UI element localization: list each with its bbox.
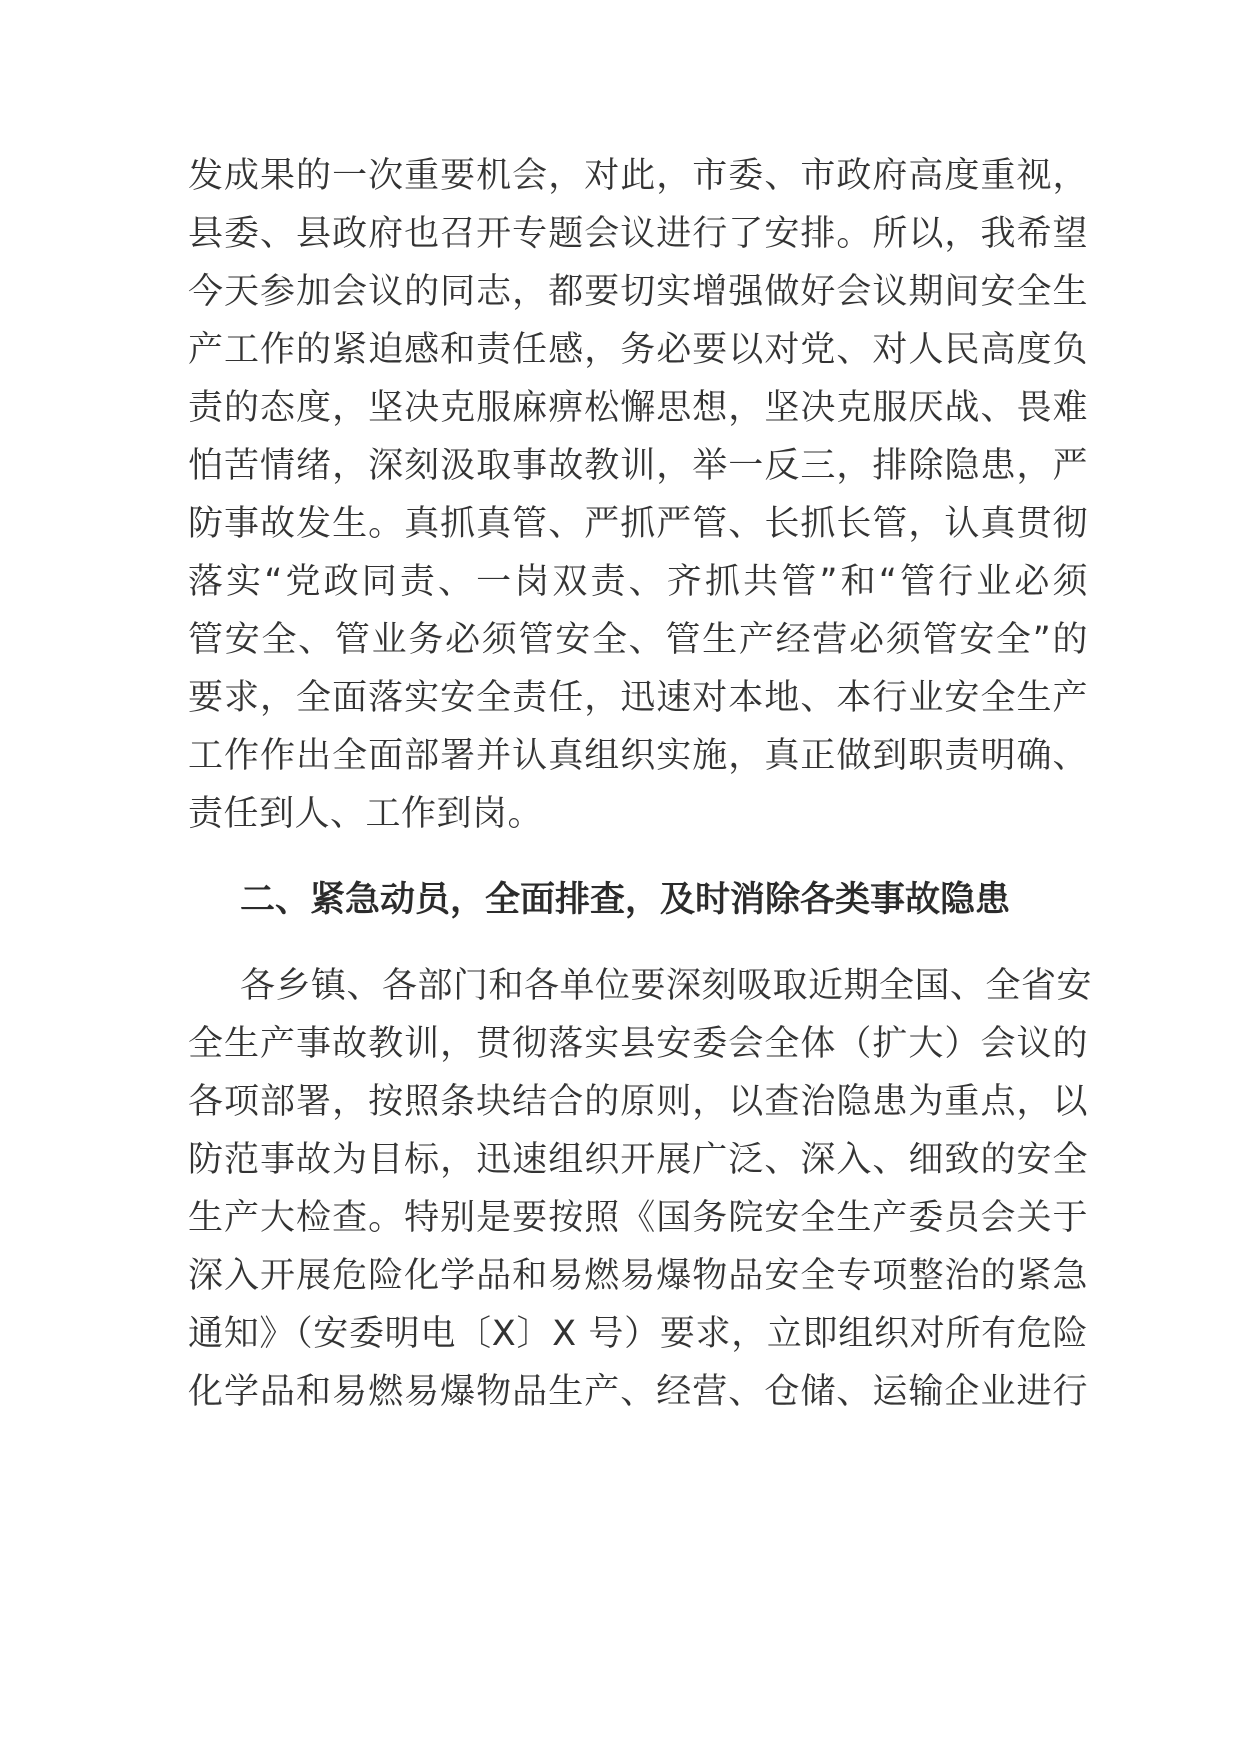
section-heading: 二、紧急动员，全面排查，及时消除各类事故隐患	[240, 880, 1011, 920]
paragraph-line: 发成果的一次重要机会，对此，市委、市政府高度重视，	[188, 156, 1088, 196]
paragraph-line: 落实“党政同责、一岗双责、齐抓共管”和“管行业必须	[188, 562, 1088, 602]
paragraph-line: 各乡镇、各部门和各单位要深刻吸取近期全国、全省安	[240, 966, 1093, 1006]
paragraph-line: 深入开展危险化学品和易燃易爆物品安全专项整治的紧急	[188, 1256, 1088, 1296]
paragraph-line: 生产大检查。特别是要按照《国务院安全生产委员会关于	[188, 1198, 1088, 1238]
paragraph-line: 今天参加会议的同志，都要切实增强做好会议期间安全生	[188, 272, 1088, 312]
paragraph-line: 通知》（安委明电〔X〕X 号）要求，立即组织对所有危险	[188, 1314, 1088, 1354]
paragraph-line: 产工作的紧迫感和责任感，务必要以对党、对人民高度负	[188, 330, 1088, 370]
paragraph-line: 要求，全面落实安全责任，迅速对本地、本行业安全生产	[188, 678, 1088, 718]
paragraph-line: 各项部署，按照条块结合的原则，以查治隐患为重点，以	[188, 1082, 1088, 1122]
paragraph-line: 责的态度，坚决克服麻痹松懈思想，坚决克服厌战、畏难	[188, 388, 1088, 428]
paragraph-line: 责任到人、工作到岗。	[188, 794, 544, 834]
paragraph-line: 防范事故为目标，迅速组织开展广泛、深入、细致的安全	[188, 1140, 1088, 1180]
paragraph-line: 县委、县政府也召开专题会议进行了安排。所以，我希望	[188, 214, 1088, 254]
paragraph-line: 防事故发生。真抓真管、严抓严管、长抓长管，认真贯彻	[188, 504, 1088, 544]
paragraph-line: 全生产事故教训，贯彻落实县安委会全体（扩大）会议的	[188, 1024, 1088, 1064]
paragraph-line: 工作作出全面部署并认真组织实施，真正做到职责明确、	[188, 736, 1088, 776]
paragraph-line: 管安全、管业务必须管安全、管生产经营必须管安全”的	[188, 620, 1088, 660]
paragraph-line: 化学品和易燃易爆物品生产、经营、仓储、运输企业进行	[188, 1372, 1088, 1412]
paragraph-line: 怕苦情绪，深刻汲取事故教训，举一反三，排除隐患，严	[188, 446, 1088, 486]
